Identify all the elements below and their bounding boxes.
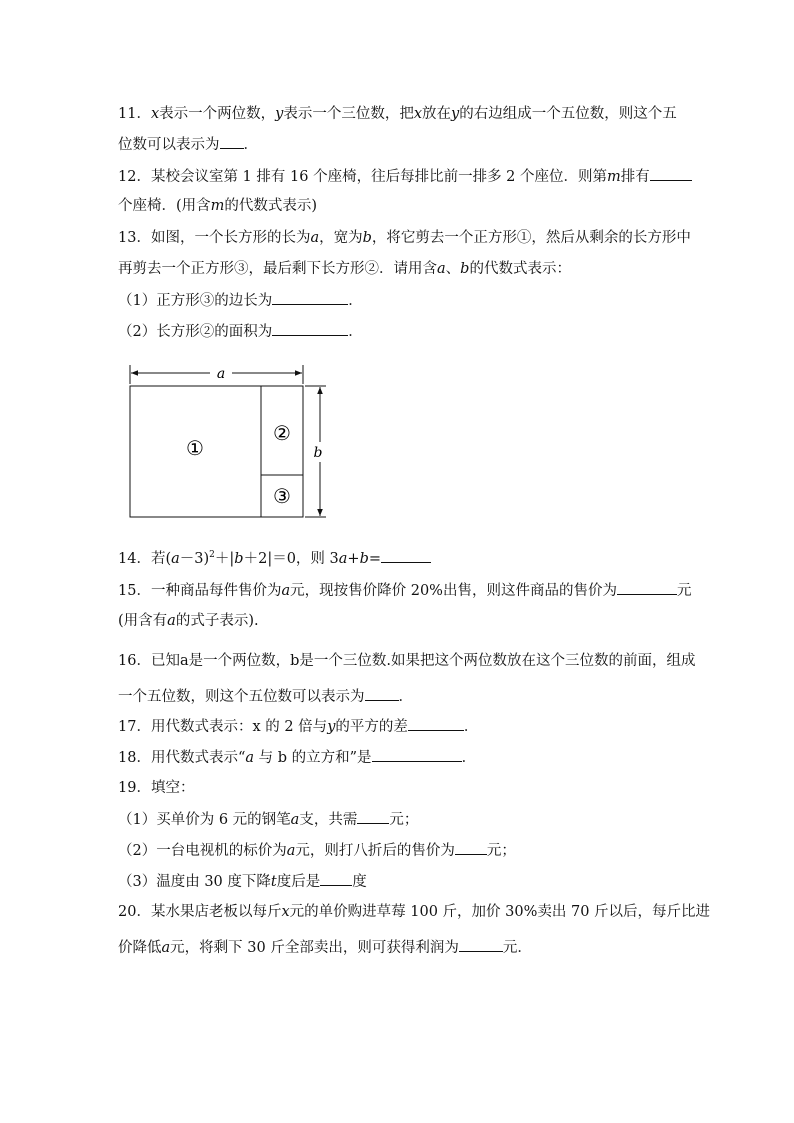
q18-line1: 18．用代数式表示“a 与 b 的立方和”是 ． bbox=[118, 747, 476, 768]
q12-number: 12． bbox=[118, 169, 151, 185]
q18-answer-blank[interactable] bbox=[372, 747, 462, 762]
q19-sub2: （2）一台电视机的标价为a元，则打八折后的售价为 元； bbox=[118, 840, 516, 861]
q12-line1: 12．某校会议室第 1 排有 16 个座椅，往后每排比前一排多 2 个座位．则第m排有 bbox=[118, 166, 692, 187]
q20-line2: 价降低a元，将剩下 30 斤全部卖出，则可获得利润为 元． bbox=[118, 937, 532, 958]
q12-line2: 个座椅．(用含m的代数式表示) bbox=[118, 198, 318, 214]
q17-line1: 17．用代数式表示：x 的 2 倍与y的平方的差 ． bbox=[118, 716, 478, 737]
q15-number: 15． bbox=[118, 583, 151, 599]
q13-figure bbox=[120, 360, 340, 526]
q19-sub1: （1）买单价为 6 元的钢笔a支，共需 元； bbox=[118, 809, 418, 830]
q14-number: 14． bbox=[118, 550, 151, 567]
q11-number: 11． bbox=[118, 106, 151, 122]
q17-answer-blank[interactable] bbox=[408, 716, 464, 731]
q13-line2: 再剪去一个正方形③，最后剩下长方形②．请用含a、b的代数式表示： bbox=[118, 261, 571, 277]
q13-number: 13． bbox=[118, 230, 151, 246]
q13-sub2-answer-blank[interactable] bbox=[272, 321, 348, 336]
q11-line2: 位数可以表示为 ． bbox=[118, 134, 258, 155]
q14-line1: 14．若$(a-3)^2+|b+2|=0$，则 3a+b= bbox=[118, 545, 431, 569]
q14-answer-blank[interactable] bbox=[381, 548, 431, 563]
q13-figure-svg bbox=[120, 360, 340, 526]
q16-number: 16． bbox=[118, 653, 151, 669]
q18-number: 18． bbox=[118, 750, 151, 766]
q19-line1: 19．填空： bbox=[118, 780, 195, 796]
q15-answer-blank[interactable] bbox=[617, 580, 677, 595]
q19-number: 19． bbox=[118, 780, 151, 796]
q15-line1: 15．一种商品每件售价为a元，现按售价降价 20%出售，则这件商品的售价为 元 bbox=[118, 580, 691, 601]
q20-answer-blank[interactable] bbox=[459, 937, 503, 952]
q16-line2: 一个五位数，则这个五位数可以表示为 ． bbox=[118, 686, 413, 707]
region-3-label: ③ bbox=[273, 484, 291, 508]
region-2-label: ② bbox=[273, 421, 291, 445]
region-1-label: ① bbox=[186, 436, 204, 460]
q16-line1: 16．已知a是一个两位数，b是一个三位数.如果把这个两位数放在这个三位数的前面，组成 bbox=[118, 653, 696, 669]
q12-answer-blank[interactable] bbox=[650, 166, 692, 181]
q17-number: 17． bbox=[118, 719, 151, 735]
q13-sub1-answer-blank[interactable] bbox=[272, 290, 348, 305]
q19-sub3-answer-blank[interactable] bbox=[320, 871, 352, 886]
q13-sub1: （1）正方形③的边长为 ． bbox=[118, 290, 363, 311]
q13-line1: 13．如图，一个长方形的长为a，宽为b，将它剪去一个正方形①，然后从剩余的长方形中 bbox=[118, 230, 691, 246]
dim-a-label: a bbox=[216, 366, 226, 382]
q19-sub2-answer-blank[interactable] bbox=[455, 840, 487, 855]
q15-line2: (用含有a的式子表示). bbox=[118, 613, 259, 629]
q19-sub3: （3）温度由 30 度下降t度后是 度 bbox=[118, 871, 367, 892]
q20-number: 20． bbox=[118, 904, 151, 920]
q13-sub2: （2）长方形②的面积为 ． bbox=[118, 321, 363, 342]
dim-b-label: b bbox=[313, 445, 323, 461]
q11-answer-blank[interactable] bbox=[220, 134, 244, 149]
q19-sub1-answer-blank[interactable] bbox=[357, 809, 389, 824]
q20-line1: 20．某水果店老板以每斤x元的单价购进草莓 100 斤，加价 30%卖出 70 斤以后，每斤比进 bbox=[118, 904, 711, 920]
q16-answer-blank[interactable] bbox=[365, 686, 399, 701]
q11-line1: 11．x表示一个两位数，y表示一个三位数，把x放在y的右边组成一个五位数，则这个五 bbox=[118, 106, 677, 122]
